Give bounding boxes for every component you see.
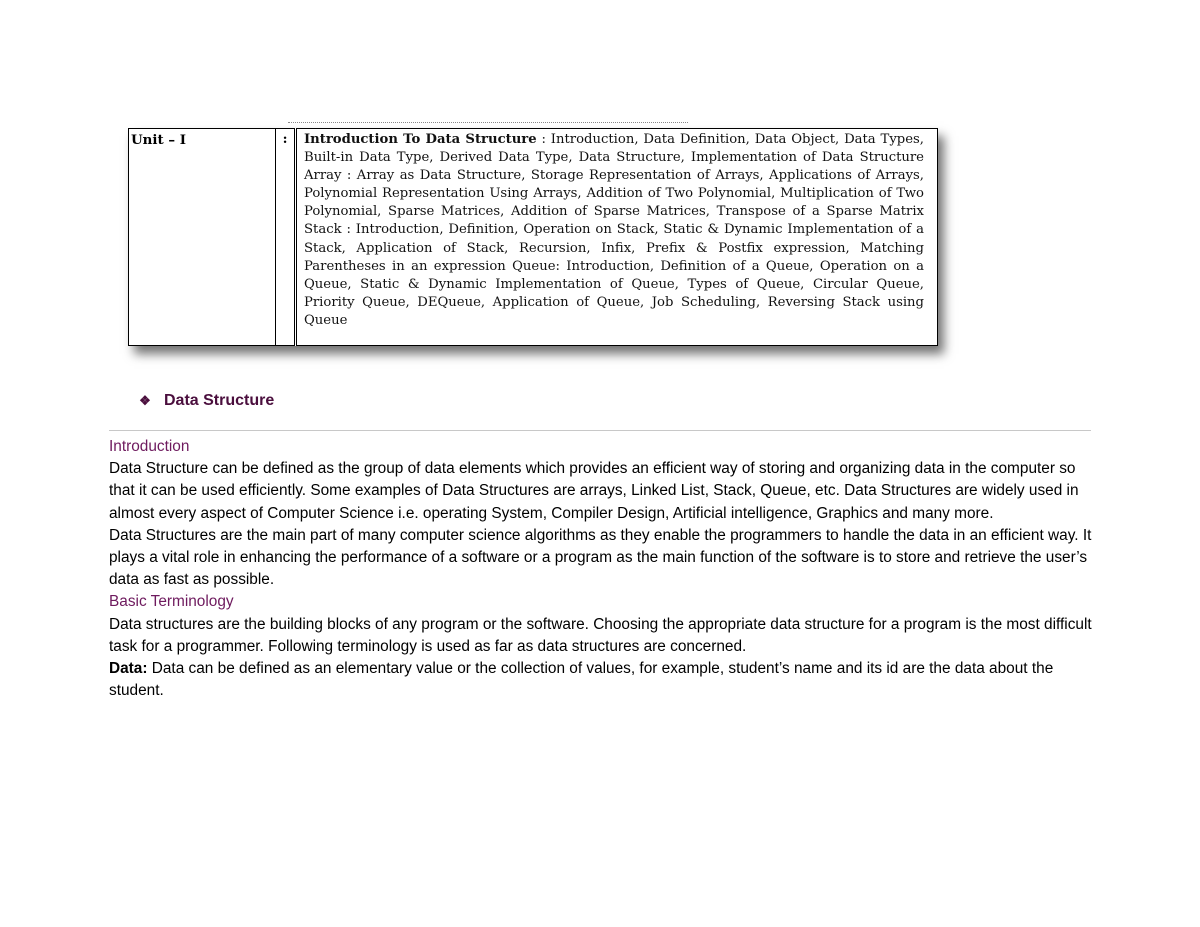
document-body — [109, 436, 1093, 702]
introduction-paragraph-2: Data Structures are the main part of many computer science algorithms as they enable the programmers to handle the data in an efficient way. It plays a vital role in enhancing the performance of a software or a program as the main function of the software is to store and retrieve the user’s data as fast as possible. — [109, 526, 1092, 589]
data-structure-heading — [138, 392, 274, 410]
cropped-line-fragment — [288, 122, 688, 127]
syllabus-snapshot — [128, 128, 938, 346]
heading-text: Data Structure — [164, 392, 275, 409]
data-term-label: Data: — [109, 660, 148, 678]
basic-terminology-title: Basic Terminology — [109, 593, 234, 611]
introduction-paragraph-1: Data Structure can be defined as the group of data elements which provides an efficient way of storing and organizing data in the computer so that it can be used efficiently. Some examples of Data Structures are arrays, Linked List, Stack, Queue, etc. Data Structures are widely used in almost every aspect of Computer Science i.e. operating System, Compiler Design, Artificial intelligence, Graphics and many more. — [109, 460, 1079, 522]
data-definition-paragraph — [109, 658, 1093, 702]
unit-label: Unit – I — [129, 129, 276, 346]
unit-lead-title: Introduction To Data Structure — [304, 132, 537, 147]
introduction-title: Introduction — [109, 438, 190, 455]
syllabus-row — [129, 129, 938, 346]
unit-topics: : Introduction, Data Definition, Data Object, Data Types, Built-in Data Type, Derived Data Type, Data Structure, Implementation of Data Structure Array : Array as Data Structure, Storage Representation of Arrays, Applications of Arrays, Polynomial Representation Using Arrays, Addition of Two Polynomial, Multiplication of Two Polynomial, Sparse Matrices, Addition of Sparse Matrices, Transpose of a Sparse Matrix Stack : Introduction, Definition, Operation on Stack, Static & Dynamic Implementation of a Stack, Application of Stack, Recursion, Infix, Prefix & Postfix expression, Matching Parentheses in an expression Queue: Introduction, Definition of a Queue, Operation on a Queue, Static & Dynamic Implementation of Queue, Types of Queue, Circular Queue, Priority Queue, DEQueue, Application of Queue, Job Scheduling, Reversing Stack using Queue — [304, 132, 924, 328]
unit-content — [296, 129, 938, 346]
syllabus-table — [128, 128, 938, 346]
basic-terminology-paragraph: Data structures are the building blocks of any program or the software. Choosing the appropriate data structure for a program is the most difficult task for a programmer. Following terminology is used as far as data structures are concerned. — [109, 615, 1092, 655]
heading-divider — [109, 430, 1091, 431]
data-definition-text: Data can be defined as an elementary value or the collection of values, for example, student’s name and its id are the data about the student. — [109, 660, 1054, 700]
diamond-bullet-icon: ❖ — [139, 393, 151, 408]
unit-colon: : — [276, 129, 296, 346]
